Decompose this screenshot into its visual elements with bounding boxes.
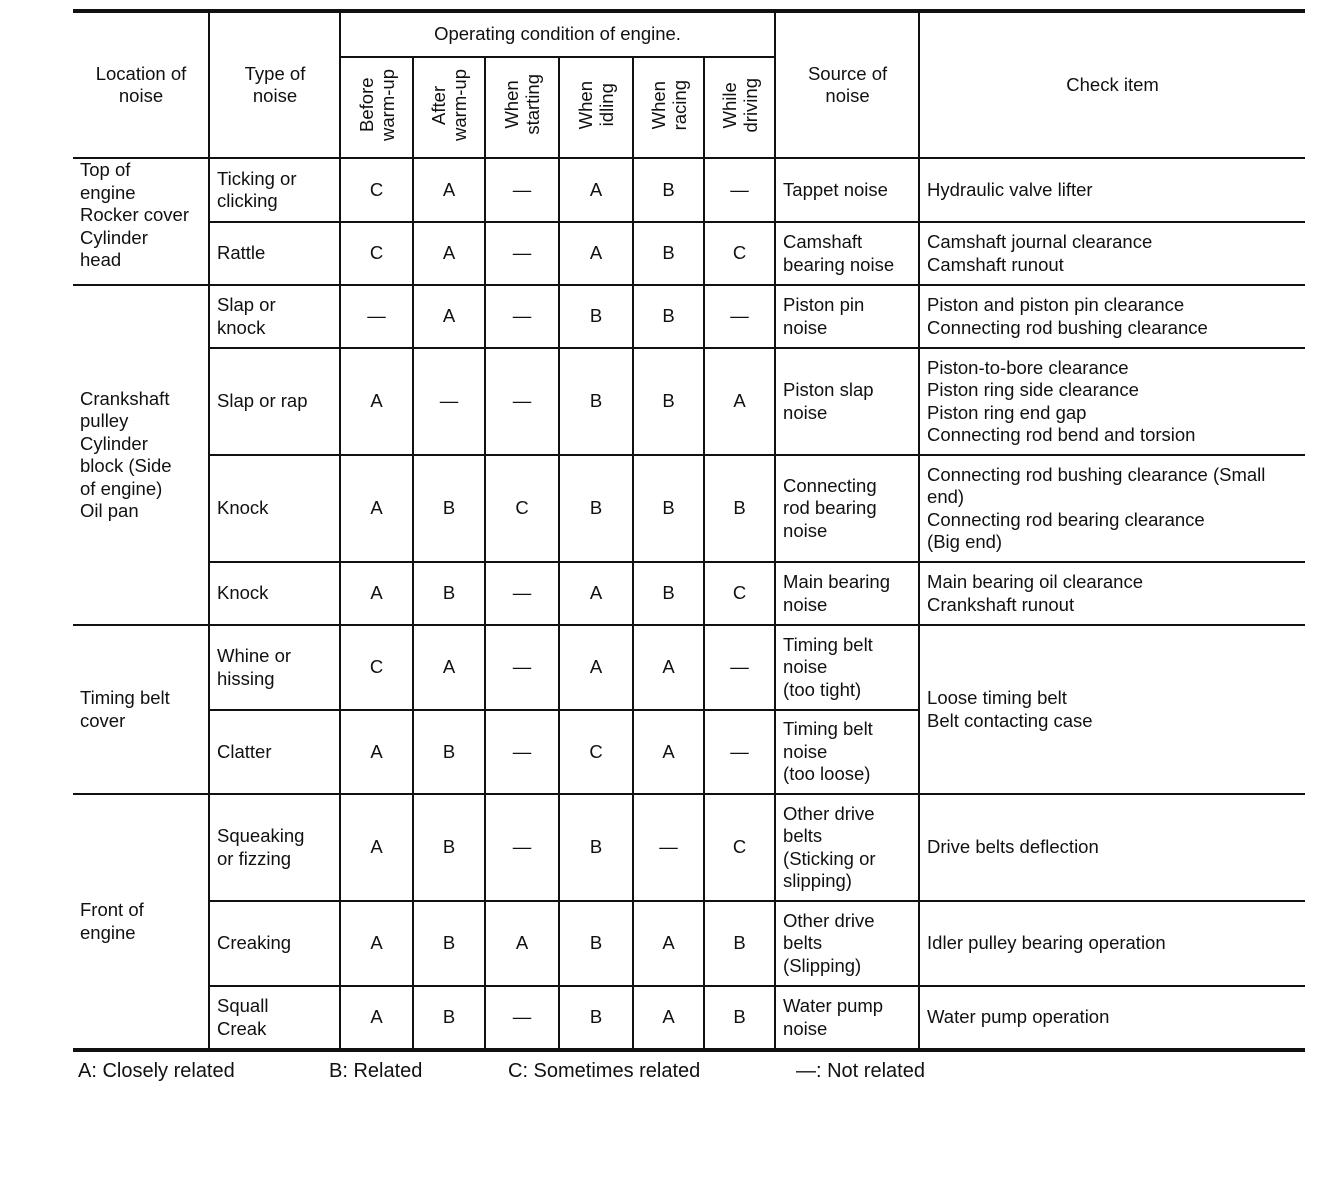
relation-mark-cell: B	[704, 901, 775, 986]
table-body	[73, 158, 1305, 1050]
relation-mark-cell: B	[633, 348, 704, 455]
table-row	[73, 625, 1305, 710]
table-row	[73, 986, 1305, 1050]
relation-mark-cell: B	[633, 562, 704, 625]
noise-type-cell: Squall Creak	[209, 986, 340, 1050]
relation-mark-cell: B	[413, 710, 485, 794]
relation-mark-cell: —	[704, 158, 775, 222]
relation-mark-cell: B	[559, 794, 633, 901]
noise-source-cell: Piston pin noise	[775, 285, 919, 348]
noise-type-cell: Whine or hissing	[209, 625, 340, 710]
relation-mark-cell: C	[485, 455, 559, 562]
noise-type-cell: Squeaking or fizzing	[209, 794, 340, 901]
check-item-cell: Drive belts deflection	[919, 794, 1305, 901]
relation-mark-cell: —	[704, 625, 775, 710]
noise-type-cell: Knock	[209, 562, 340, 625]
table-row	[73, 158, 1305, 222]
noise-source-cell: Main bearing noise	[775, 562, 919, 625]
relation-mark-cell: —	[704, 285, 775, 348]
relation-mark-cell: A	[413, 285, 485, 348]
check-item-cell: Main bearing oil clearance Crankshaft runout	[919, 562, 1305, 625]
check-item-cell: Idler pulley bearing operation	[919, 901, 1305, 986]
relation-mark-cell: A	[340, 562, 413, 625]
relation-mark-cell: C	[340, 625, 413, 710]
relation-mark-cell: B	[413, 986, 485, 1050]
relation-mark-cell: C	[340, 222, 413, 285]
relation-mark-cell: B	[413, 901, 485, 986]
header-condition-when-starting: When starting	[485, 57, 559, 158]
location-cell: Top of engine Rocker cover Cylinder head	[73, 158, 209, 285]
header-condition-when-idling: When idling	[559, 57, 633, 158]
relation-mark-cell: A	[704, 348, 775, 455]
relation-mark-cell: A	[559, 158, 633, 222]
relation-mark-cell: A	[340, 794, 413, 901]
relation-mark-cell: A	[340, 901, 413, 986]
header-condition-while-driving: While driving	[704, 57, 775, 158]
relation-mark-cell: A	[340, 348, 413, 455]
noise-source-cell: Connecting rod bearing noise	[775, 455, 919, 562]
noise-type-cell: Ticking or clicking	[209, 158, 340, 222]
noise-source-cell: Other drive belts (Slipping)	[775, 901, 919, 986]
relation-mark-cell: C	[340, 158, 413, 222]
noise-type-cell: Knock	[209, 455, 340, 562]
relation-mark-cell: B	[559, 455, 633, 562]
relation-mark-cell: B	[633, 455, 704, 562]
relation-mark-cell: —	[485, 625, 559, 710]
relation-mark-cell: A	[559, 562, 633, 625]
noise-source-cell: Timing belt noise (too tight)	[775, 625, 919, 710]
relation-mark-cell: —	[485, 794, 559, 901]
relation-mark-cell: A	[559, 222, 633, 285]
noise-type-cell: Clatter	[209, 710, 340, 794]
relation-mark-cell: B	[633, 285, 704, 348]
location-cell: Timing belt cover	[73, 625, 209, 794]
legend-not-related: —: Not related	[796, 1060, 925, 1082]
header-condition-before-warmup: Before warm-up	[340, 57, 413, 158]
table-row	[73, 455, 1305, 562]
relation-mark-cell: B	[413, 562, 485, 625]
noise-source-cell: Timing belt noise (too loose)	[775, 710, 919, 794]
relation-mark-cell: B	[704, 455, 775, 562]
header-source: Source of noise	[775, 11, 919, 158]
table-row	[73, 794, 1305, 901]
relation-mark-cell: B	[559, 285, 633, 348]
noise-source-cell: Tappet noise	[775, 158, 919, 222]
relation-mark-cell: A	[559, 625, 633, 710]
relation-mark-cell: C	[704, 794, 775, 901]
relation-mark-cell: A	[340, 986, 413, 1050]
header-check-item: Check item	[919, 11, 1305, 158]
noise-source-cell: Other drive belts (Sticking or slipping)	[775, 794, 919, 901]
relation-mark-cell: A	[633, 625, 704, 710]
relation-mark-cell: B	[559, 901, 633, 986]
relation-mark-cell: C	[704, 562, 775, 625]
table-row	[73, 348, 1305, 455]
check-item-cell: Water pump operation	[919, 986, 1305, 1050]
noise-type-cell: Creaking	[209, 901, 340, 986]
header-type: Type of noise	[209, 11, 340, 158]
relation-mark-cell: —	[485, 348, 559, 455]
legend-sometimes-related: C: Sometimes related	[508, 1060, 701, 1082]
relation-mark-cell: B	[704, 986, 775, 1050]
location-cell: Crankshaft pulley Cylinder block (Side of engine) Oil pan	[73, 285, 209, 625]
relation-mark-cell: —	[340, 285, 413, 348]
check-item-cell: Loose timing belt Belt contacting case	[919, 625, 1305, 794]
table-row	[73, 901, 1305, 986]
noise-type-cell: Rattle	[209, 222, 340, 285]
relation-mark-cell: A	[633, 986, 704, 1050]
relation-mark-cell: A	[485, 901, 559, 986]
relation-mark-cell: —	[485, 562, 559, 625]
relation-mark-cell: A	[413, 222, 485, 285]
check-item-cell: Piston-to-bore clearance Piston ring side clearance Piston ring end gap Connecting rod bend and torsion	[919, 348, 1305, 455]
table-row	[73, 562, 1305, 625]
noise-type-cell: Slap or knock	[209, 285, 340, 348]
relation-mark-cell: B	[413, 455, 485, 562]
noise-source-cell: Piston slap noise	[775, 348, 919, 455]
relation-mark-cell: —	[485, 222, 559, 285]
relation-mark-cell: B	[559, 348, 633, 455]
location-cell: Front of engine	[73, 794, 209, 1050]
relation-mark-cell: —	[704, 710, 775, 794]
relation-mark-cell: —	[485, 158, 559, 222]
relation-mark-cell: B	[559, 986, 633, 1050]
relation-mark-cell: —	[485, 710, 559, 794]
header-location: Location of noise	[73, 11, 209, 158]
relation-mark-cell: A	[633, 710, 704, 794]
header-condition-when-racing: When racing	[633, 57, 704, 158]
relation-mark-cell: B	[633, 222, 704, 285]
header-operating-condition: Operating condition of engine.	[340, 11, 775, 57]
noise-diagnosis-table	[73, 9, 1305, 1052]
relation-mark-cell: C	[704, 222, 775, 285]
legend-related: B: Related	[329, 1060, 423, 1082]
relation-mark-cell: —	[485, 285, 559, 348]
noise-source-cell: Water pump noise	[775, 986, 919, 1050]
relation-mark-cell: A	[340, 710, 413, 794]
check-item-cell: Connecting rod bushing clearance (Small end) Connecting rod bearing clearance (Big end)	[919, 455, 1305, 562]
check-item-cell: Camshaft journal clearance Camshaft runout	[919, 222, 1305, 285]
relation-mark-cell: B	[633, 158, 704, 222]
relation-mark-cell: A	[413, 158, 485, 222]
relation-mark-cell: A	[633, 901, 704, 986]
relation-mark-cell: C	[559, 710, 633, 794]
table-row	[73, 222, 1305, 285]
relation-mark-cell: —	[633, 794, 704, 901]
legend-closely-related: A: Closely related	[78, 1060, 235, 1082]
relation-mark-cell: —	[485, 986, 559, 1050]
noise-source-cell: Camshaft bearing noise	[775, 222, 919, 285]
relation-mark-cell: B	[413, 794, 485, 901]
noise-type-cell: Slap or rap	[209, 348, 340, 455]
header-condition-after-warmup: After warm-up	[413, 57, 485, 158]
relation-mark-cell: A	[340, 455, 413, 562]
check-item-cell: Hydraulic valve lifter	[919, 158, 1305, 222]
table-row	[73, 285, 1305, 348]
relation-mark-cell: —	[413, 348, 485, 455]
relation-mark-cell: A	[413, 625, 485, 710]
check-item-cell: Piston and piston pin clearance Connecting rod bushing clearance	[919, 285, 1305, 348]
